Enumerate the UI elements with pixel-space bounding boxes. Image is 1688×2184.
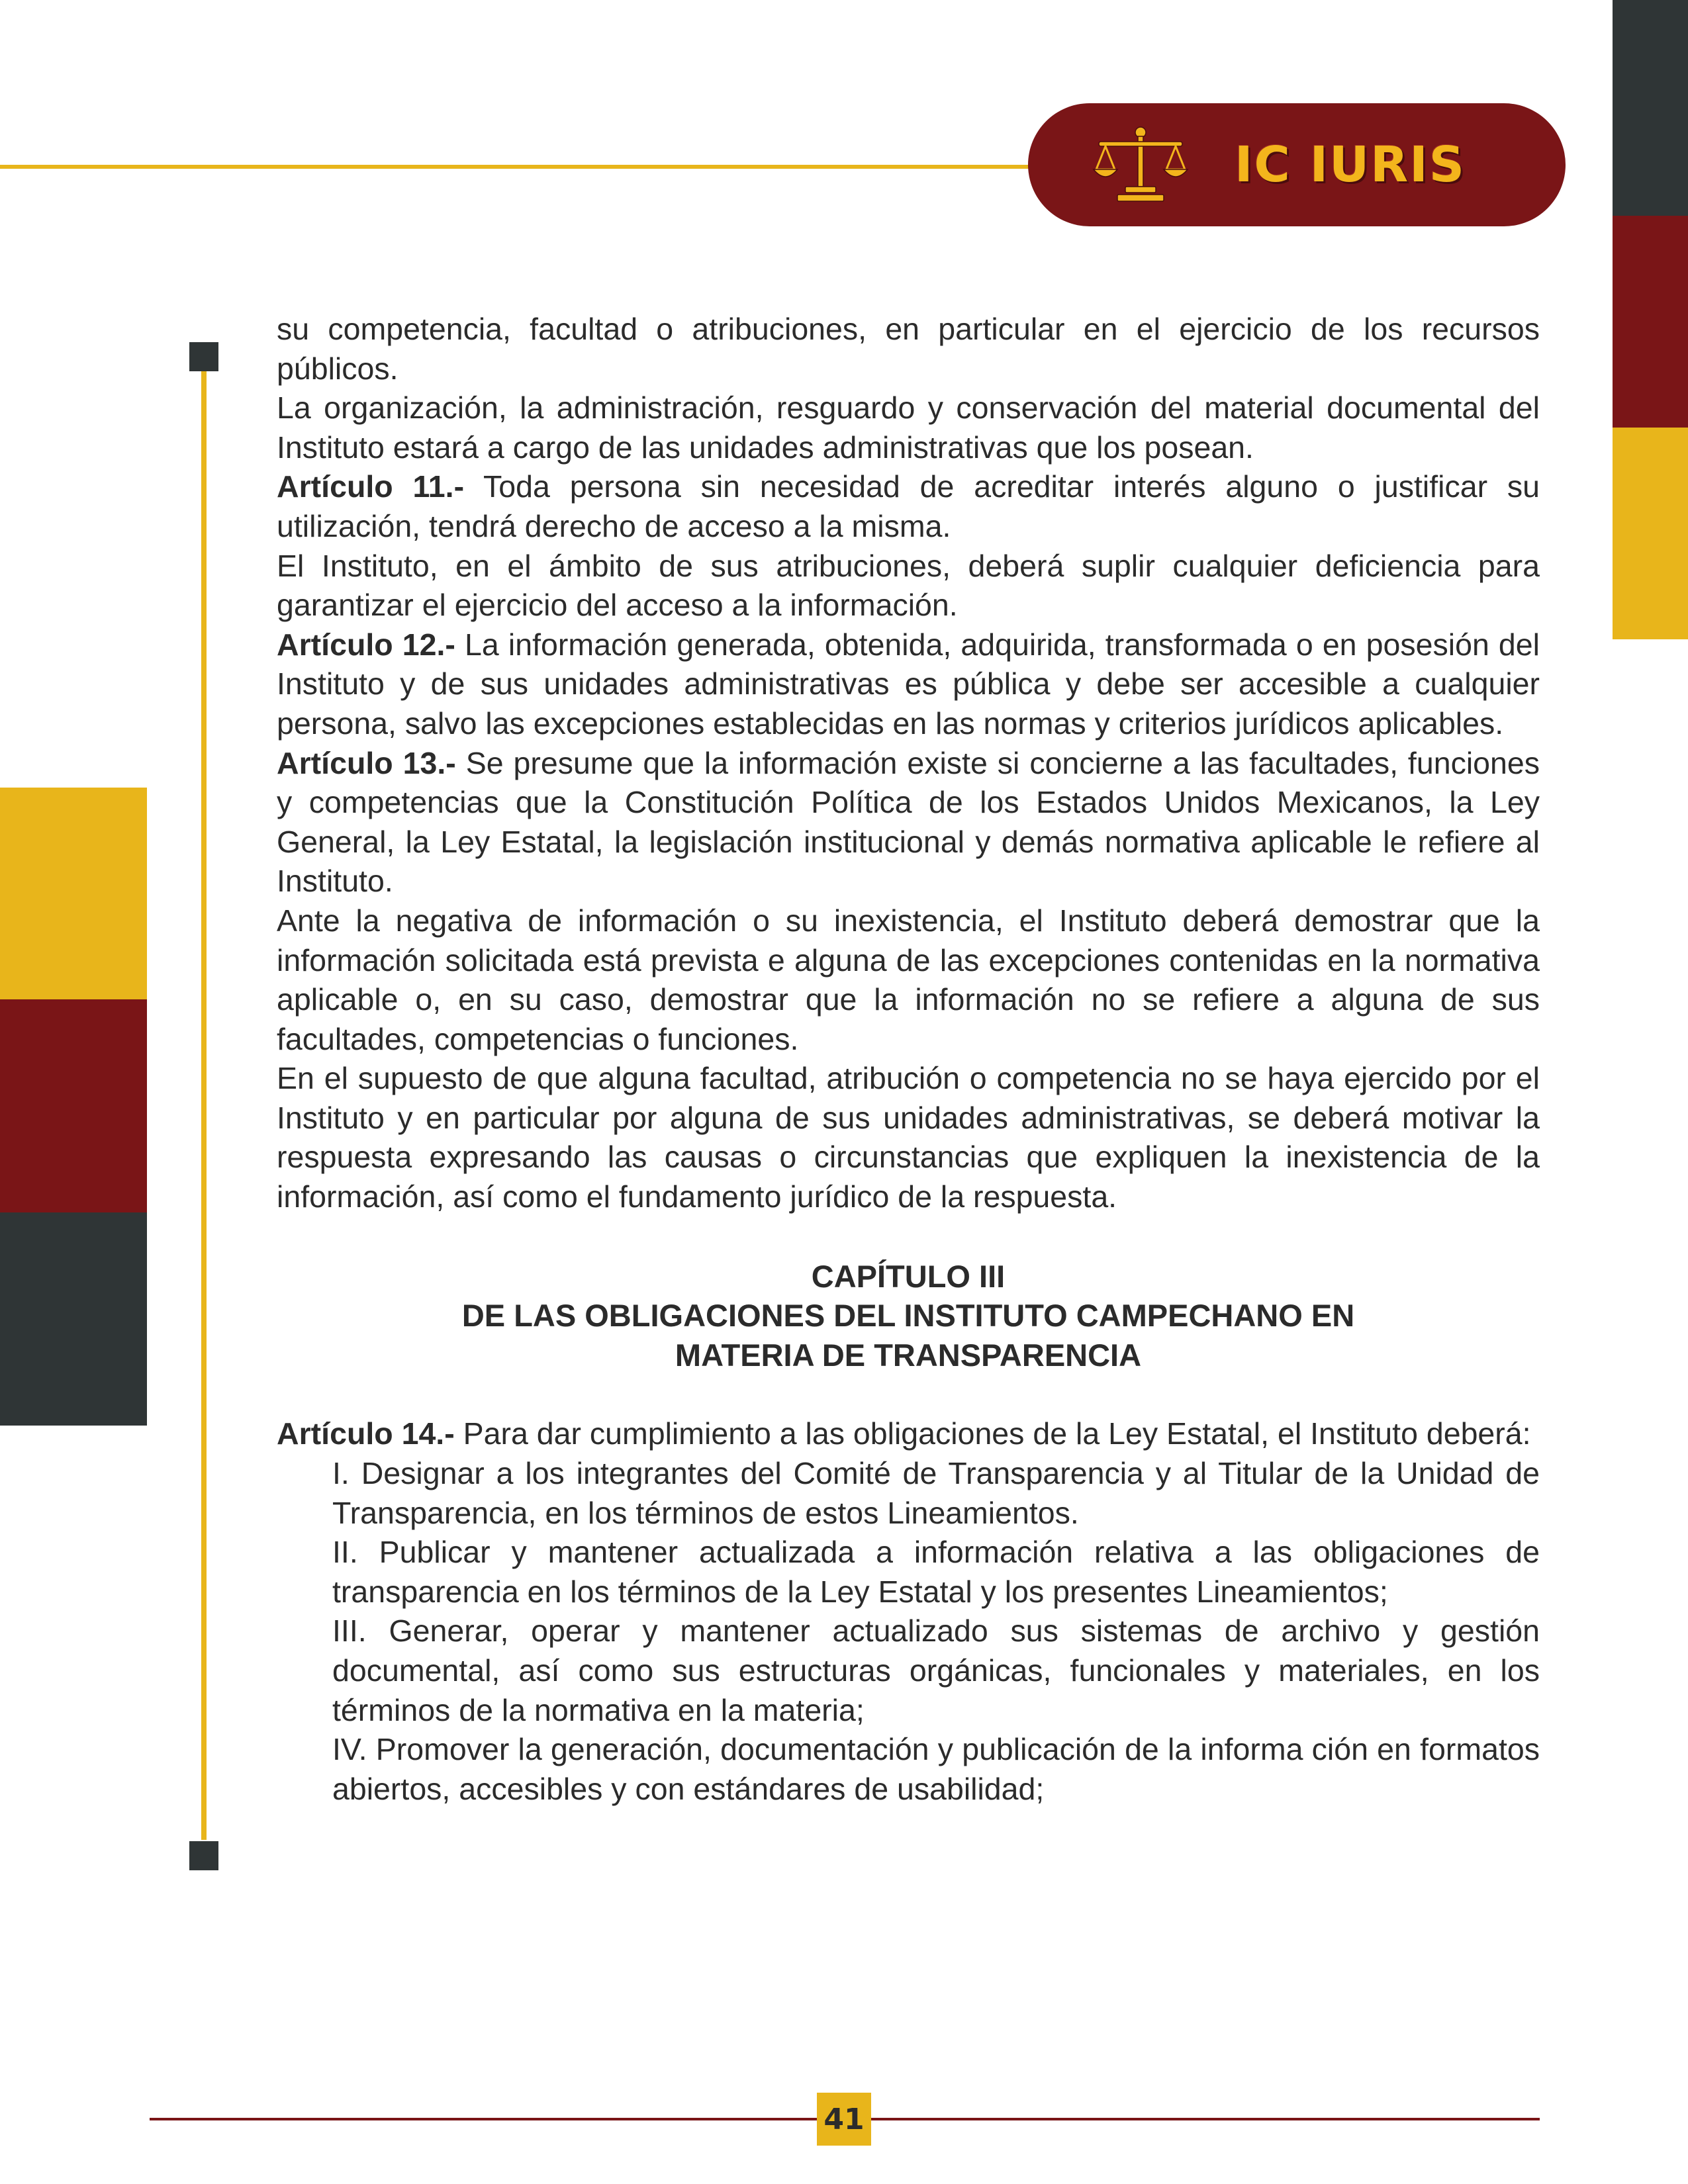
article-text: La información generada, obtenida, adquirida, transformada o en posesión del Instituto y de sus unidades administrativas es pública y debe ser accesible a cualquier persona, salvo las excepciones establecidas en las normas y criterios jurídicos aplicables. xyxy=(277,627,1540,741)
list-item: I. Designar a los integrantes del Comité de Transparencia y al Titular de la Unidad de Transparencia, en los términos de estos Lineamientos. xyxy=(332,1456,1540,1530)
list-item: IV. Promover la generación, documentación y publicación de la informa ción en formatos abiertos, accesibles y con estándares de usabilidad; xyxy=(332,1732,1540,1806)
list-item: II. Publicar y mantener actualizada a información relativa a las obligaciones de transparencia en los términos de la Ley Estatal y los presentes Lineamientos; xyxy=(332,1535,1540,1609)
scales-of-justice-icon xyxy=(1091,123,1190,208)
right-edge-bar-dark xyxy=(1613,0,1688,216)
timeline-marker-bottom xyxy=(189,1841,218,1870)
article-11 xyxy=(277,467,1540,546)
article-label: Artículo 12.- xyxy=(277,627,455,662)
article-label: Artículo 11.- xyxy=(277,469,465,504)
timeline-marker-top xyxy=(189,342,218,371)
left-edge-bar-dark xyxy=(0,1212,147,1426)
article-text: Toda persona sin necesidad de acreditar interés alguno o justificar su utilización, tendrá derecho de acceso a la misma. xyxy=(277,469,1540,543)
timeline-rule xyxy=(201,357,207,1840)
article-text: Para dar cumplimiento a las obligaciones de la Ley Estatal, el Instituto deberá: xyxy=(454,1416,1531,1451)
footer-rule-right xyxy=(871,2118,1540,2120)
right-edge-bar-yellow xyxy=(1613,428,1688,639)
paragraph: La organización, la administración, resguardo y conservación del material documental del Instituto estará a cargo de las unidades administrativas que los posean. xyxy=(277,390,1540,465)
left-edge-bar-yellow xyxy=(0,788,147,999)
list-item: III. Generar, operar y mantener actualizado sus sistemas de archivo y gestión documental, así como sus estructuras orgánicas, funcionales y materiales, en los términos de la normativa en la materia; xyxy=(332,1614,1540,1727)
paragraph: El Instituto, en el ámbito de sus atribuciones, deberá suplir cualquier deficiencia para garantizar el ejercicio del acceso a la información. xyxy=(277,548,1540,623)
chapter-heading-line: DE LAS OBLIGACIONES DEL INSTITUTO CAMPECHANO EN xyxy=(461,1298,1355,1334)
left-edge-bar-red xyxy=(0,999,147,1212)
paragraph: su competencia, facultad o atribuciones, en particular en el ejercicio de los recursos públicos. xyxy=(277,312,1540,386)
chapter-heading-line: CAPÍTULO III xyxy=(811,1258,1006,1294)
brand-name: IC IURIS xyxy=(1235,136,1466,193)
page-number: 41 xyxy=(817,2093,871,2146)
document-body xyxy=(277,310,1540,1809)
article-13 xyxy=(277,744,1540,901)
right-edge-bar-red xyxy=(1613,216,1688,428)
paragraph: En el supuesto de que alguna facultad, atribución o competencia no se haya ejercido por el Instituto y en particular por alguna de sus unidades administrativas, se deberá motivar la respuesta expresando las causas o circunstancias que expliquen la inexistencia de la información, así como el fundamento jurídico de la respuesta. xyxy=(277,1061,1540,1214)
article-14 xyxy=(277,1414,1540,1454)
footer-rule-left xyxy=(150,2118,817,2120)
article-label: Artículo 14.- xyxy=(277,1416,455,1451)
paragraph: Ante la negativa de información o su inexistencia, el Instituto deberá demostrar que la información solicitada está prevista e alguna de las excepciones contenidas en la normativa aplicable o, en su caso, demostrar que la información no se refiere a alguna de sus facultades, competencias o funciones. xyxy=(277,903,1540,1056)
article-text: Se presume que la información existe si concierne a las facultades, funciones y competencias que la Constitución Política de los Estados Unidos Mexicanos, la Ley General, la Ley Estatal, la legislación institucional y demás normativa aplicable le refiere al Instituto. xyxy=(277,745,1540,899)
article-label: Artículo 13.- xyxy=(277,745,456,780)
header-rule xyxy=(0,165,1039,169)
header-brand-badge xyxy=(1028,103,1566,226)
chapter-heading-line: MATERIA DE TRANSPARENCIA xyxy=(675,1337,1142,1373)
article-12 xyxy=(277,625,1540,744)
